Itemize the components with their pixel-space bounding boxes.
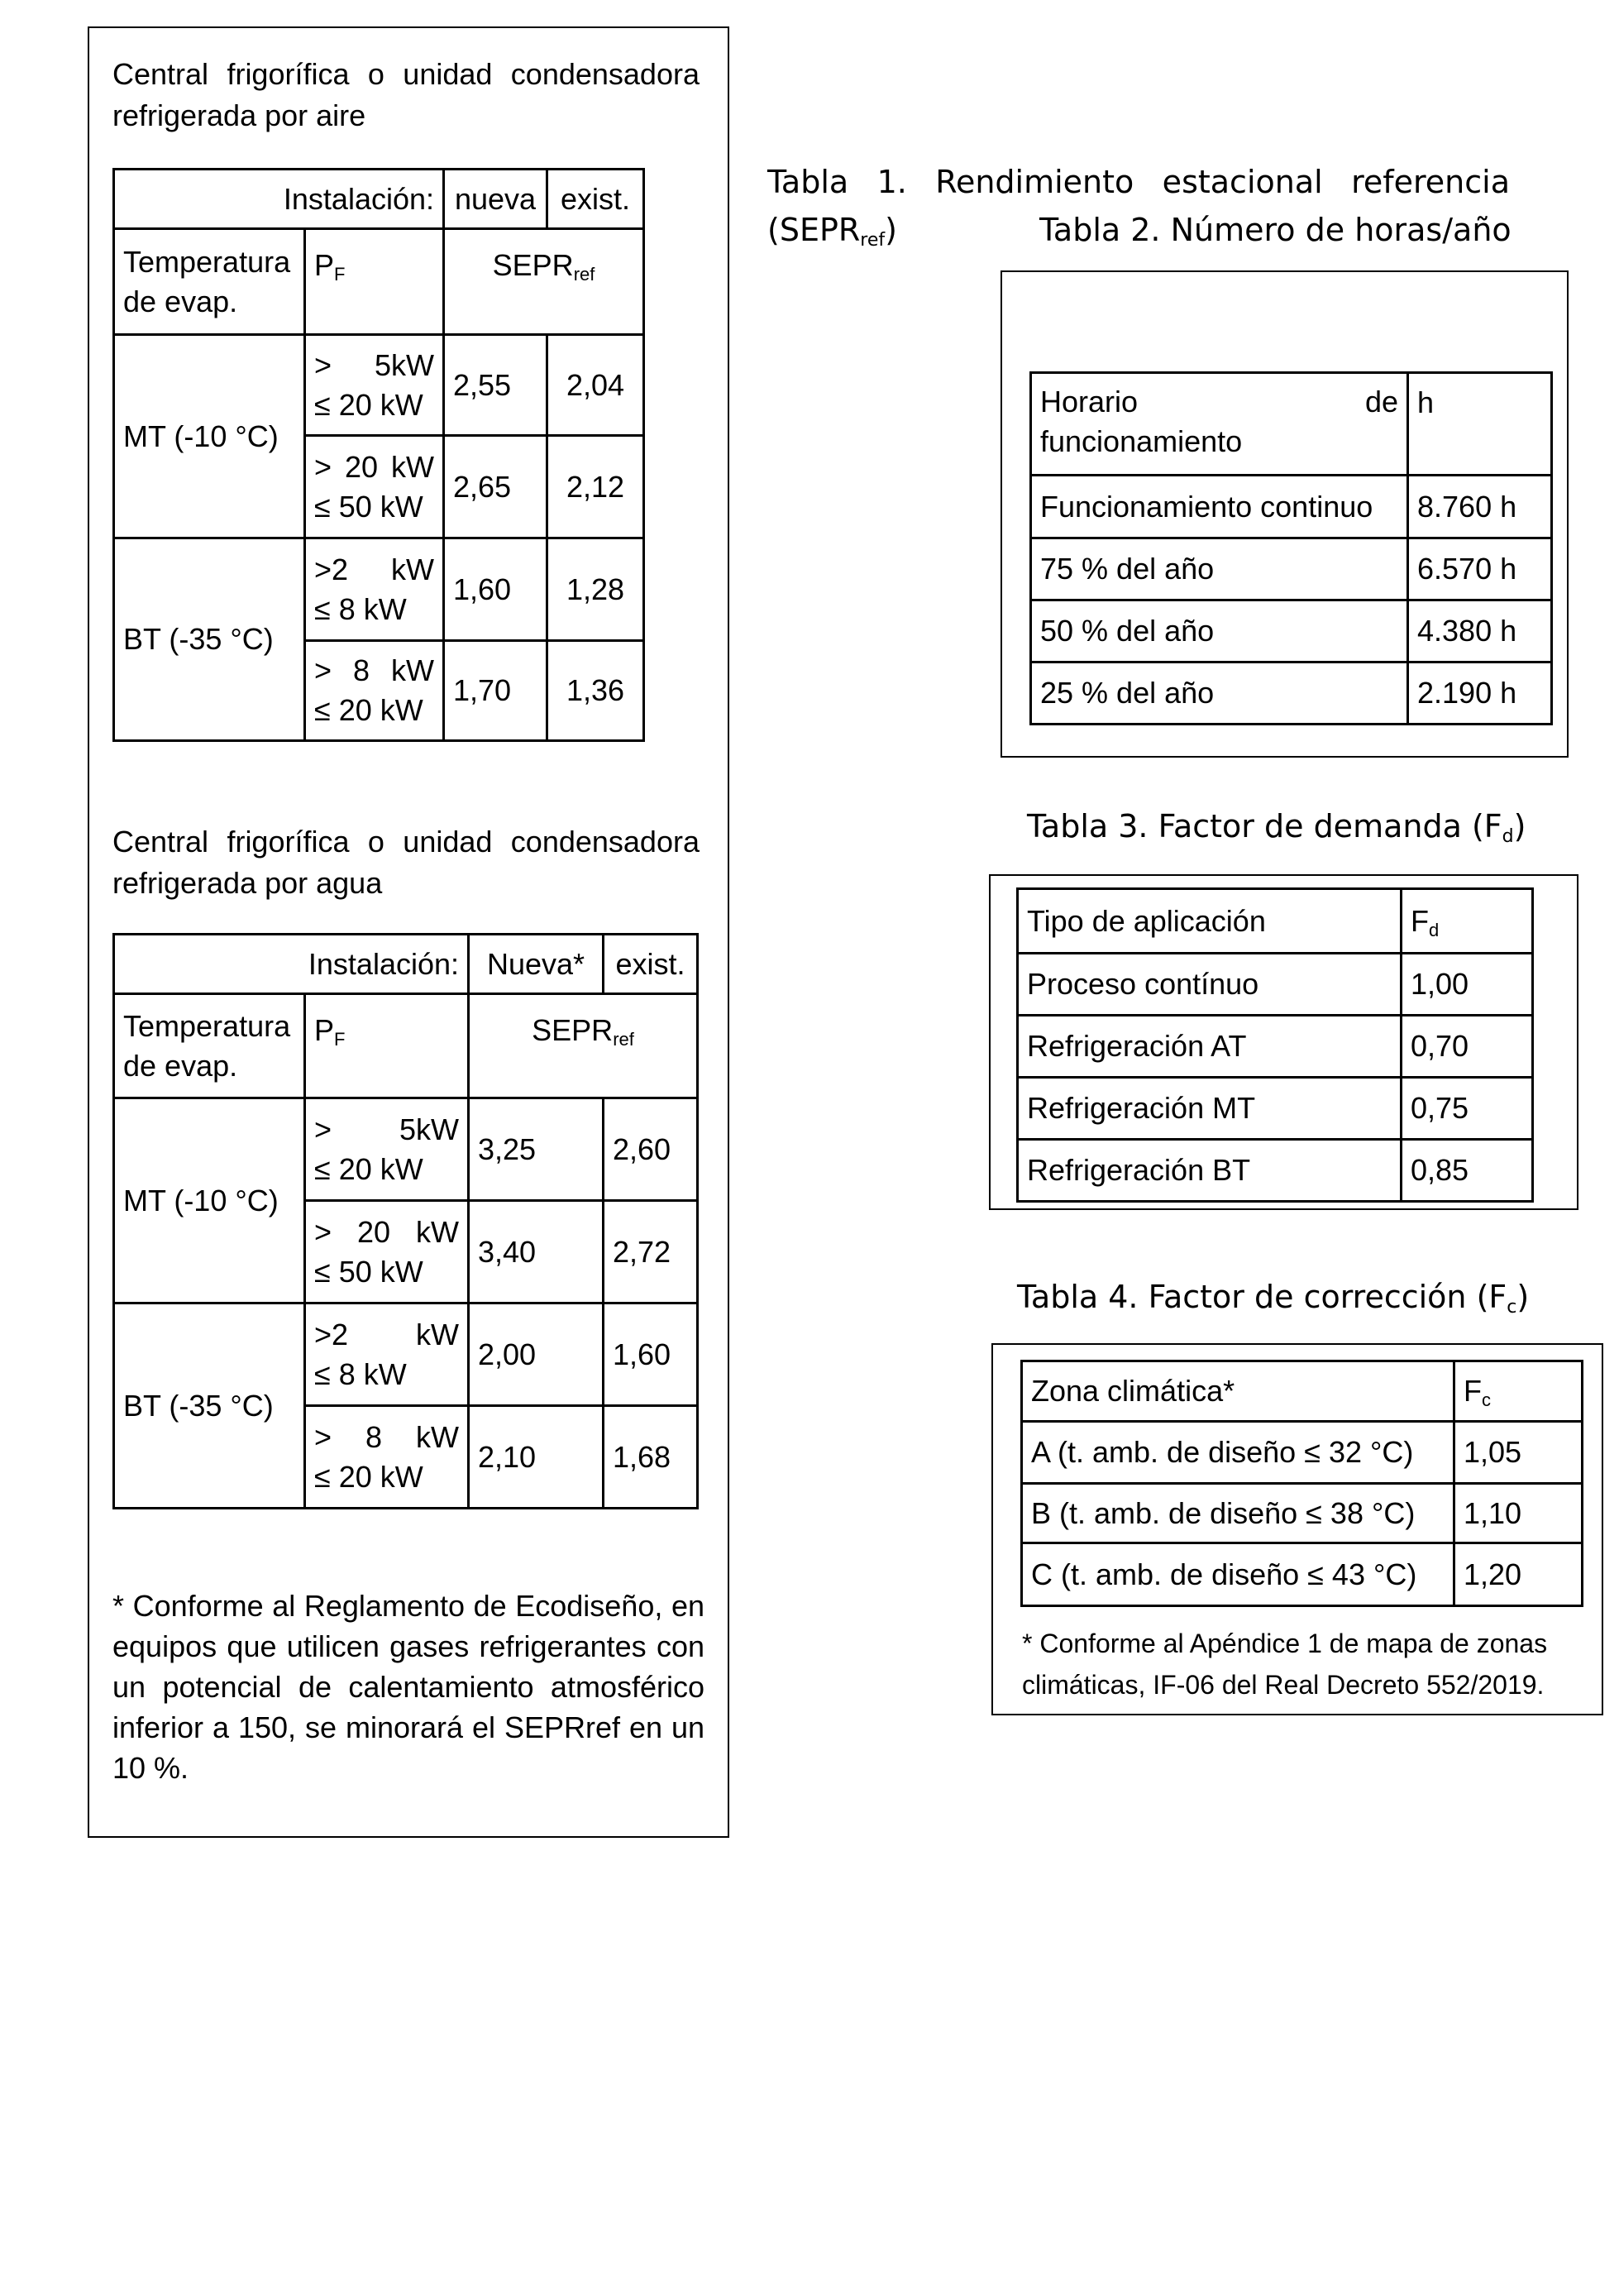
hours-col-word-2: de [1364,385,1398,419]
water-pf-cell [305,1406,469,1509]
demand-col-type: Tipo de aplicación [1018,889,1402,954]
air-new-value: 2,55 [444,335,547,436]
water-temp-bt: BT (-35 °C) [114,1303,305,1509]
hours-row-value: 2.190 h [1408,662,1552,725]
table-row [1018,1078,1533,1140]
pf-line2: ≤ 50 kW [314,489,423,524]
air-exist-value: 1,36 [547,641,644,741]
demand-row-label: Refrigeración AT [1018,1016,1402,1078]
water-install-label: Instalación: [114,935,469,994]
table3-caption [1027,808,1526,847]
table2-caption: Tabla 2. Número de horas/año [1039,212,1512,248]
air-sepr-table [112,168,645,742]
air-col-new: nueva [444,170,547,229]
air-col-temp-line1: Temperatura [123,244,291,279]
air-col-temp [114,229,305,335]
water-col-pf-text: P [314,1013,335,1047]
pf-line1: > 20 kW [314,1214,460,1249]
demand-row-value: 0,85 [1402,1140,1533,1202]
table1-caption-close: ) [885,212,897,248]
ecodesign-footnote: * Conforme al Reglamento de Ecodiseño, en equipos que utilicen gases refrigerantes con un potencial de calentamiento atmosférico inferior a 150, se minorará el SEPRref en un 10 %. [112,1589,704,1785]
table-row [114,335,644,436]
air-temp-bt: BT (-35 °C) [114,538,305,741]
table-row [114,1303,698,1406]
pf-line1: > 5kW [314,1112,460,1146]
hours-col-schedule [1031,373,1408,476]
demand-row-value: 1,00 [1402,954,1533,1016]
water-col-pf [305,994,469,1098]
table3-caption-text: Tabla 3. Factor de demanda (F [1027,808,1502,844]
table4-caption-sub: c [1507,1297,1517,1318]
table3-caption-sub: d [1502,826,1514,847]
correction-row-value: 1,10 [1454,1484,1583,1543]
correction-col-zone: Zona climática* [1022,1361,1454,1422]
table4-caption-text: Tabla 4. Factor de corrección (F [1017,1279,1507,1315]
pf-line2: ≤ 8 kW [314,1356,407,1391]
water-new-value: 3,25 [469,1098,604,1201]
hours-table [1029,371,1553,725]
water-new-value: 3,40 [469,1201,604,1303]
air-col-pf-text: P [314,248,335,282]
table-row [1022,1422,1583,1484]
water-new-value: 2,00 [469,1303,604,1406]
hours-col-word-1: Horario [1040,385,1139,419]
air-new-value: 1,70 [444,641,547,741]
air-exist-value: 2,04 [547,335,644,436]
water-exist-value: 2,60 [604,1098,698,1201]
table-row [1018,954,1533,1016]
water-col-temp-line1: Temperatura [123,1008,291,1043]
table-row [114,1098,698,1201]
table4-caption-close: ) [1516,1279,1530,1315]
hours-col-schedule-line2: funcionamiento [1040,424,1243,458]
pf-line2: ≤ 8 kW [314,591,407,626]
pf-line1: > 8 kW [314,1419,460,1454]
air-col-sepr [444,229,644,335]
demand-col-fd-text: F [1411,903,1429,938]
demand-col-fd-sub: d [1429,919,1440,940]
table1-caption-sub: ref [860,230,886,251]
air-intro-line2: refrigerada por aire [112,98,366,132]
table1-caption-line2 [767,212,897,251]
water-pf-cell [305,1098,469,1201]
hours-row-label: Funcionamiento continuo [1031,476,1408,538]
hours-row-value: 4.380 h [1408,600,1552,662]
demand-table [1016,887,1534,1203]
hours-row-value: 6.570 h [1408,538,1552,600]
table-row [1031,538,1552,600]
water-sepr-table [112,933,699,1509]
pf-line1: >2 kW [314,552,435,586]
pf-line1: >2 kW [314,1317,460,1351]
correction-col-fc-sub: c [1482,1390,1491,1410]
table-row [1031,662,1552,725]
water-new-value: 2,10 [469,1406,604,1509]
table1-caption-line1: Tabla 1. Rendimiento estacional referencia [767,164,1510,200]
air-temp-mt: MT (-10 °C) [114,335,305,538]
table-row [114,538,644,641]
correction-row-label: C (t. amb. de diseño ≤ 43 °C) [1022,1543,1454,1606]
hours-col-h: h [1408,373,1552,476]
pf-line1: > 5kW [314,347,435,382]
table-row [1018,1140,1533,1202]
hours-col-schedule-line1 [1040,382,1398,422]
table-row [1031,600,1552,662]
water-pf-cell [305,1303,469,1406]
water-col-exist: exist. [604,935,698,994]
water-intro-line1: Central frigorífica o unidad condensadora [112,825,700,859]
water-pf-cell [305,1201,469,1303]
air-pf-cell [305,641,444,741]
hours-row-label: 50 % del año [1031,600,1408,662]
demand-col-fd [1402,889,1533,954]
table3-caption-close: ) [1513,808,1526,844]
air-col-pf-sub: F [334,264,346,285]
climate-zone-note [1022,1623,1584,1705]
air-new-value: 2,65 [444,436,547,538]
air-col-exist: exist. [547,170,644,229]
pf-line2: ≤ 20 kW [314,693,423,727]
water-col-sepr-text: SEPR [532,1013,614,1047]
air-col-temp-line2: de evap. [123,284,238,318]
correction-col-fc [1454,1361,1583,1422]
water-temp-mt: MT (-10 °C) [114,1098,305,1303]
demand-row-label: Refrigeración MT [1018,1078,1402,1140]
table-row [1018,1016,1533,1078]
correction-row-label: B (t. amb. de diseño ≤ 38 °C) [1022,1484,1454,1543]
demand-row-value: 0,75 [1402,1078,1533,1140]
water-col-sepr [469,994,698,1098]
demand-row-value: 0,70 [1402,1016,1533,1078]
table4-caption [1017,1279,1530,1318]
air-pf-cell [305,436,444,538]
water-col-sepr-sub: ref [613,1029,634,1050]
pf-line2: ≤ 20 kW [314,387,423,422]
air-exist-value: 2,12 [547,436,644,538]
water-intro [112,821,700,904]
table-row [1022,1484,1583,1543]
correction-row-value: 1,20 [1454,1543,1583,1606]
water-col-temp-line2: de evap. [123,1048,238,1083]
table1-caption-text: (SEPR [767,212,861,248]
pf-line2: ≤ 50 kW [314,1254,423,1289]
air-new-value: 1,60 [444,538,547,641]
hours-row-value: 8.760 h [1408,476,1552,538]
pf-line2: ≤ 20 kW [314,1151,423,1186]
correction-col-fc-text: F [1464,1374,1482,1408]
water-col-pf-sub: F [334,1029,346,1050]
correction-row-value: 1,05 [1454,1422,1583,1484]
air-pf-cell [305,335,444,436]
pf-line1: > 20 kW [314,449,435,484]
water-exist-value: 1,60 [604,1303,698,1406]
water-col-temp [114,994,305,1098]
correction-row-label: A (t. amb. de diseño ≤ 32 °C) [1022,1422,1454,1484]
hours-row-label: 25 % del año [1031,662,1408,725]
air-intro [112,54,700,136]
pf-line2: ≤ 20 kW [314,1459,423,1494]
water-exist-value: 1,68 [604,1406,698,1509]
air-intro-line1: Central frigorífica o unidad condensadora [112,57,700,91]
demand-row-label: Proceso contínuo [1018,954,1402,1016]
table-row [1022,1543,1583,1606]
climate-zone-note-line1: * Conforme al Apéndice 1 de mapa de zonas [1022,1629,1548,1658]
hours-row-label: 75 % del año [1031,538,1408,600]
table-row [1031,476,1552,538]
water-exist-value: 2,72 [604,1201,698,1303]
air-pf-cell [305,538,444,641]
demand-row-label: Refrigeración BT [1018,1140,1402,1202]
water-intro-line2: refrigerada por agua [112,866,383,900]
climate-zone-note-line2: climáticas, IF-06 del Real Decreto 552/2019. [1022,1670,1545,1700]
air-install-label: Instalación: [114,170,444,229]
air-col-pf [305,229,444,335]
air-col-sepr-text: SEPR [492,248,574,282]
pf-line1: > 8 kW [314,653,435,687]
air-col-sepr-sub: ref [573,264,595,285]
air-exist-value: 1,28 [547,538,644,641]
correction-table [1020,1360,1583,1607]
water-col-new: Nueva* [469,935,604,994]
